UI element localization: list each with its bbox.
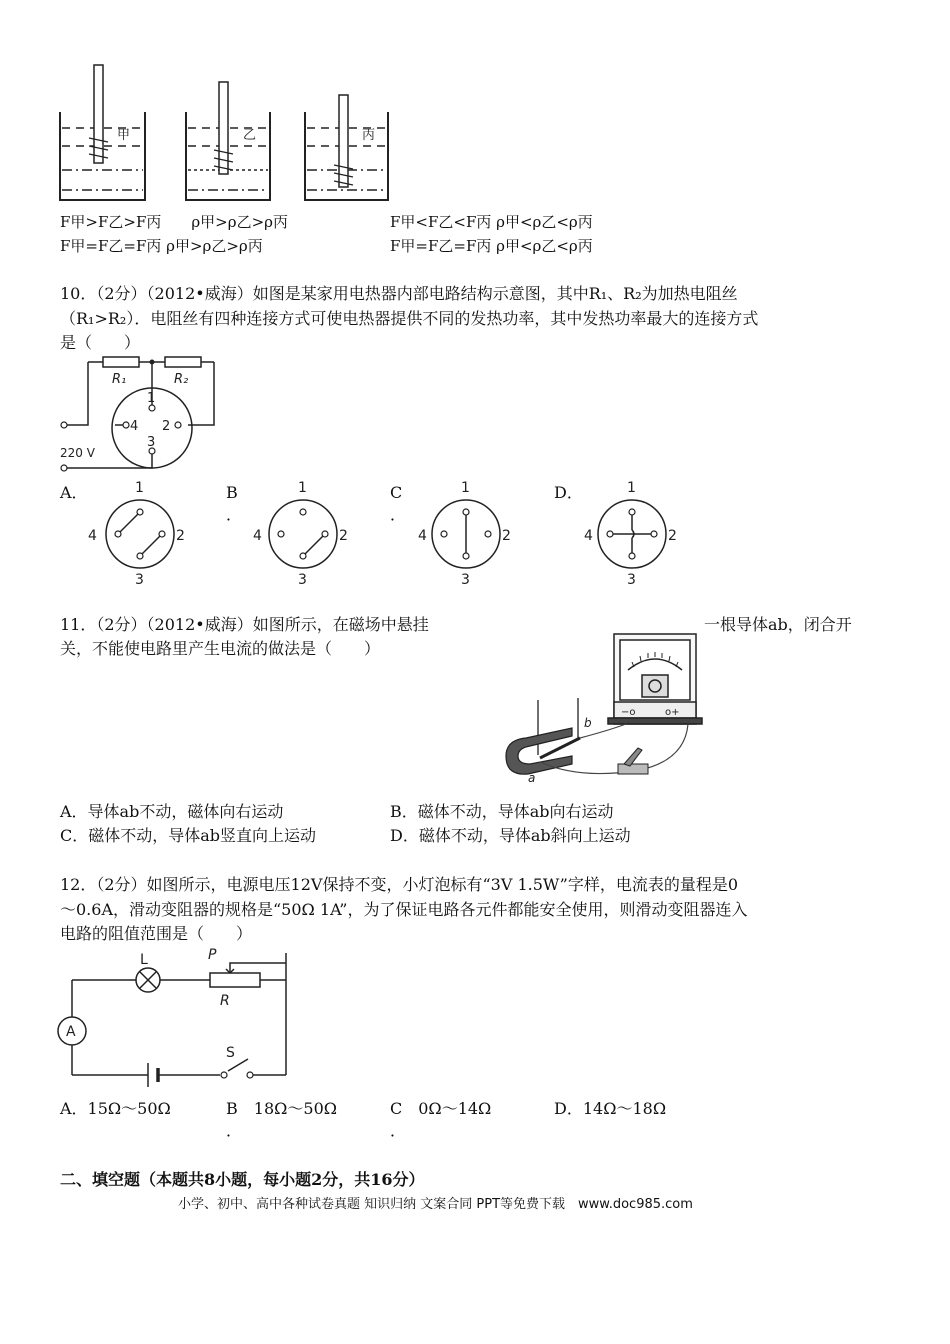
q11-option-d: D．磁体不动，导体ab斜向上运动	[390, 826, 631, 845]
q11-galv-minus: −o	[621, 707, 636, 718]
q9-option-a: F甲>F乙>F丙 ρ甲>ρ乙>ρ丙	[60, 213, 288, 231]
q10b-t4: 4	[253, 528, 262, 544]
q9-beakers-figure	[0, 0, 950, 210]
q11-label-b: b	[584, 716, 592, 730]
q9-stick-bing	[339, 95, 348, 187]
q10-terminal-2: 2	[162, 419, 171, 434]
q10-option-c-letter: C	[390, 483, 403, 502]
q11-option-b: B．磁体不动，导体ab向右运动	[390, 802, 614, 821]
q10-terminal-4: 4	[130, 419, 139, 434]
q10-option-b-letter: B	[226, 483, 238, 502]
q10c-t3: 3	[461, 572, 470, 588]
q9-option-b: F甲<F乙<F丙 ρ甲<ρ乙<ρ丙	[390, 213, 593, 231]
q12-stem-line2: ～0.6A，滑动变阻器的规格是“50Ω 1A”，为了保证电路各元件都能安全使用，则滑动变阻器连入	[60, 900, 748, 919]
q11-stem-line1a: 11．（2分）（2012•威海）如图所示，在磁场中悬挂	[60, 615, 429, 634]
q10c-t4: 4	[418, 528, 427, 544]
q12-rheostat	[210, 973, 260, 987]
q10-terminal-1: 1	[147, 391, 156, 406]
q9-option-d: F甲=F乙=F丙 ρ甲<ρ乙<ρ丙	[390, 237, 593, 255]
q11-generator-figure	[500, 630, 710, 795]
q10d-t3: 3	[627, 572, 636, 588]
q10d-t1: 1	[627, 480, 636, 496]
q12-stem-line3: 电路的阻值范围是（ ）	[60, 924, 253, 943]
q11-stem-line2: 关，不能使电路里产生电流的做法是（ ）	[60, 639, 381, 658]
q9-label-yi: 乙	[243, 128, 257, 143]
q10-voltage-label: 220 V	[60, 446, 95, 460]
q11-galv-plus: o+	[665, 707, 680, 718]
q9-label-jia: 甲	[117, 128, 131, 143]
q11-stem-line1b: 一根导体ab，闭合开	[704, 615, 852, 634]
q10a-t1: 1	[135, 480, 144, 496]
section2-title: 二、填空题（本题共8小题，每小题2分，共16分）	[60, 1170, 425, 1189]
q11-label-a: a	[528, 771, 536, 785]
page-footer: 小学、初中、高中各种试卷真题 知识归纳 文案合同 PPT等免费下载 www.doc985.com	[178, 1197, 693, 1212]
q10-r2-label: R₂	[174, 372, 189, 387]
q9-option-c: F甲=F乙=F丙 ρ甲>ρ乙>ρ丙	[60, 237, 263, 255]
q12-label-a: A	[66, 1024, 76, 1040]
q10-options-figure	[0, 476, 950, 588]
q12-label-r: R	[220, 993, 230, 1009]
q12-label-s: S	[226, 1045, 235, 1061]
q12-option-b-dot: ．	[226, 1121, 243, 1140]
q10-option-d-letter: D．	[554, 483, 583, 502]
q10-r1-label: R₁	[112, 372, 127, 387]
q12-label-l: L	[140, 952, 148, 968]
q12-option-c: C 0Ω～14Ω	[390, 1099, 492, 1118]
q10d-t4: 4	[584, 528, 593, 544]
q10c-t1: 1	[461, 480, 470, 496]
q10-r1-resistor	[103, 357, 139, 367]
q12-stem-line1: 12．（2分）如图所示，电源电压12V保持不变，小灯泡标有“3V 1.5W”字样，电流表的量程是0	[60, 875, 739, 894]
q9-label-bing: 丙	[362, 128, 376, 143]
q10b-t1: 1	[298, 480, 307, 496]
q10-terminal-3: 3	[147, 435, 156, 450]
q10-option-b-dot: ．	[226, 505, 243, 524]
q10b-t2: 2	[339, 528, 348, 544]
q11-option-a: A．导体ab不动，磁体向右运动	[60, 802, 284, 821]
q10-stem-line2: （R₁>R₂）．电阻丝有四种连接方式可使电热器提供不同的发热功率，其中发热功率最大的连接方式	[60, 309, 759, 328]
q10b-t3: 3	[298, 572, 307, 588]
q12-option-d: D．14Ω～18Ω	[554, 1099, 667, 1118]
q10d-t2: 2	[668, 528, 677, 544]
q12-option-b: B 18Ω～50Ω	[226, 1099, 338, 1118]
q10c-t2: 2	[502, 528, 511, 544]
q10-circuit-figure	[0, 350, 300, 480]
q12-option-a: A．15Ω～50Ω	[60, 1099, 171, 1118]
q12-option-c-dot: ．	[390, 1121, 407, 1140]
q10-r2-resistor	[165, 357, 201, 367]
q10-stem-line3: 是（ ）	[60, 333, 141, 352]
q10-option-c-dot: ．	[390, 505, 407, 524]
q11-option-c: C．磁体不动，导体ab竖直向上运动	[60, 826, 317, 845]
q10a-t3: 3	[135, 572, 144, 588]
q12-circuit-figure	[0, 945, 320, 1095]
q10-stem-line1: 10．（2分）（2012•威海）如图是某家用电热器内部电路结构示意图，其中R₁、R₂为加热电阻丝	[60, 284, 738, 303]
q12-label-p: P	[208, 947, 217, 963]
q10a-t2: 2	[176, 528, 185, 544]
q10a-t4: 4	[88, 528, 97, 544]
q10-option-a-letter: A．	[60, 483, 88, 502]
